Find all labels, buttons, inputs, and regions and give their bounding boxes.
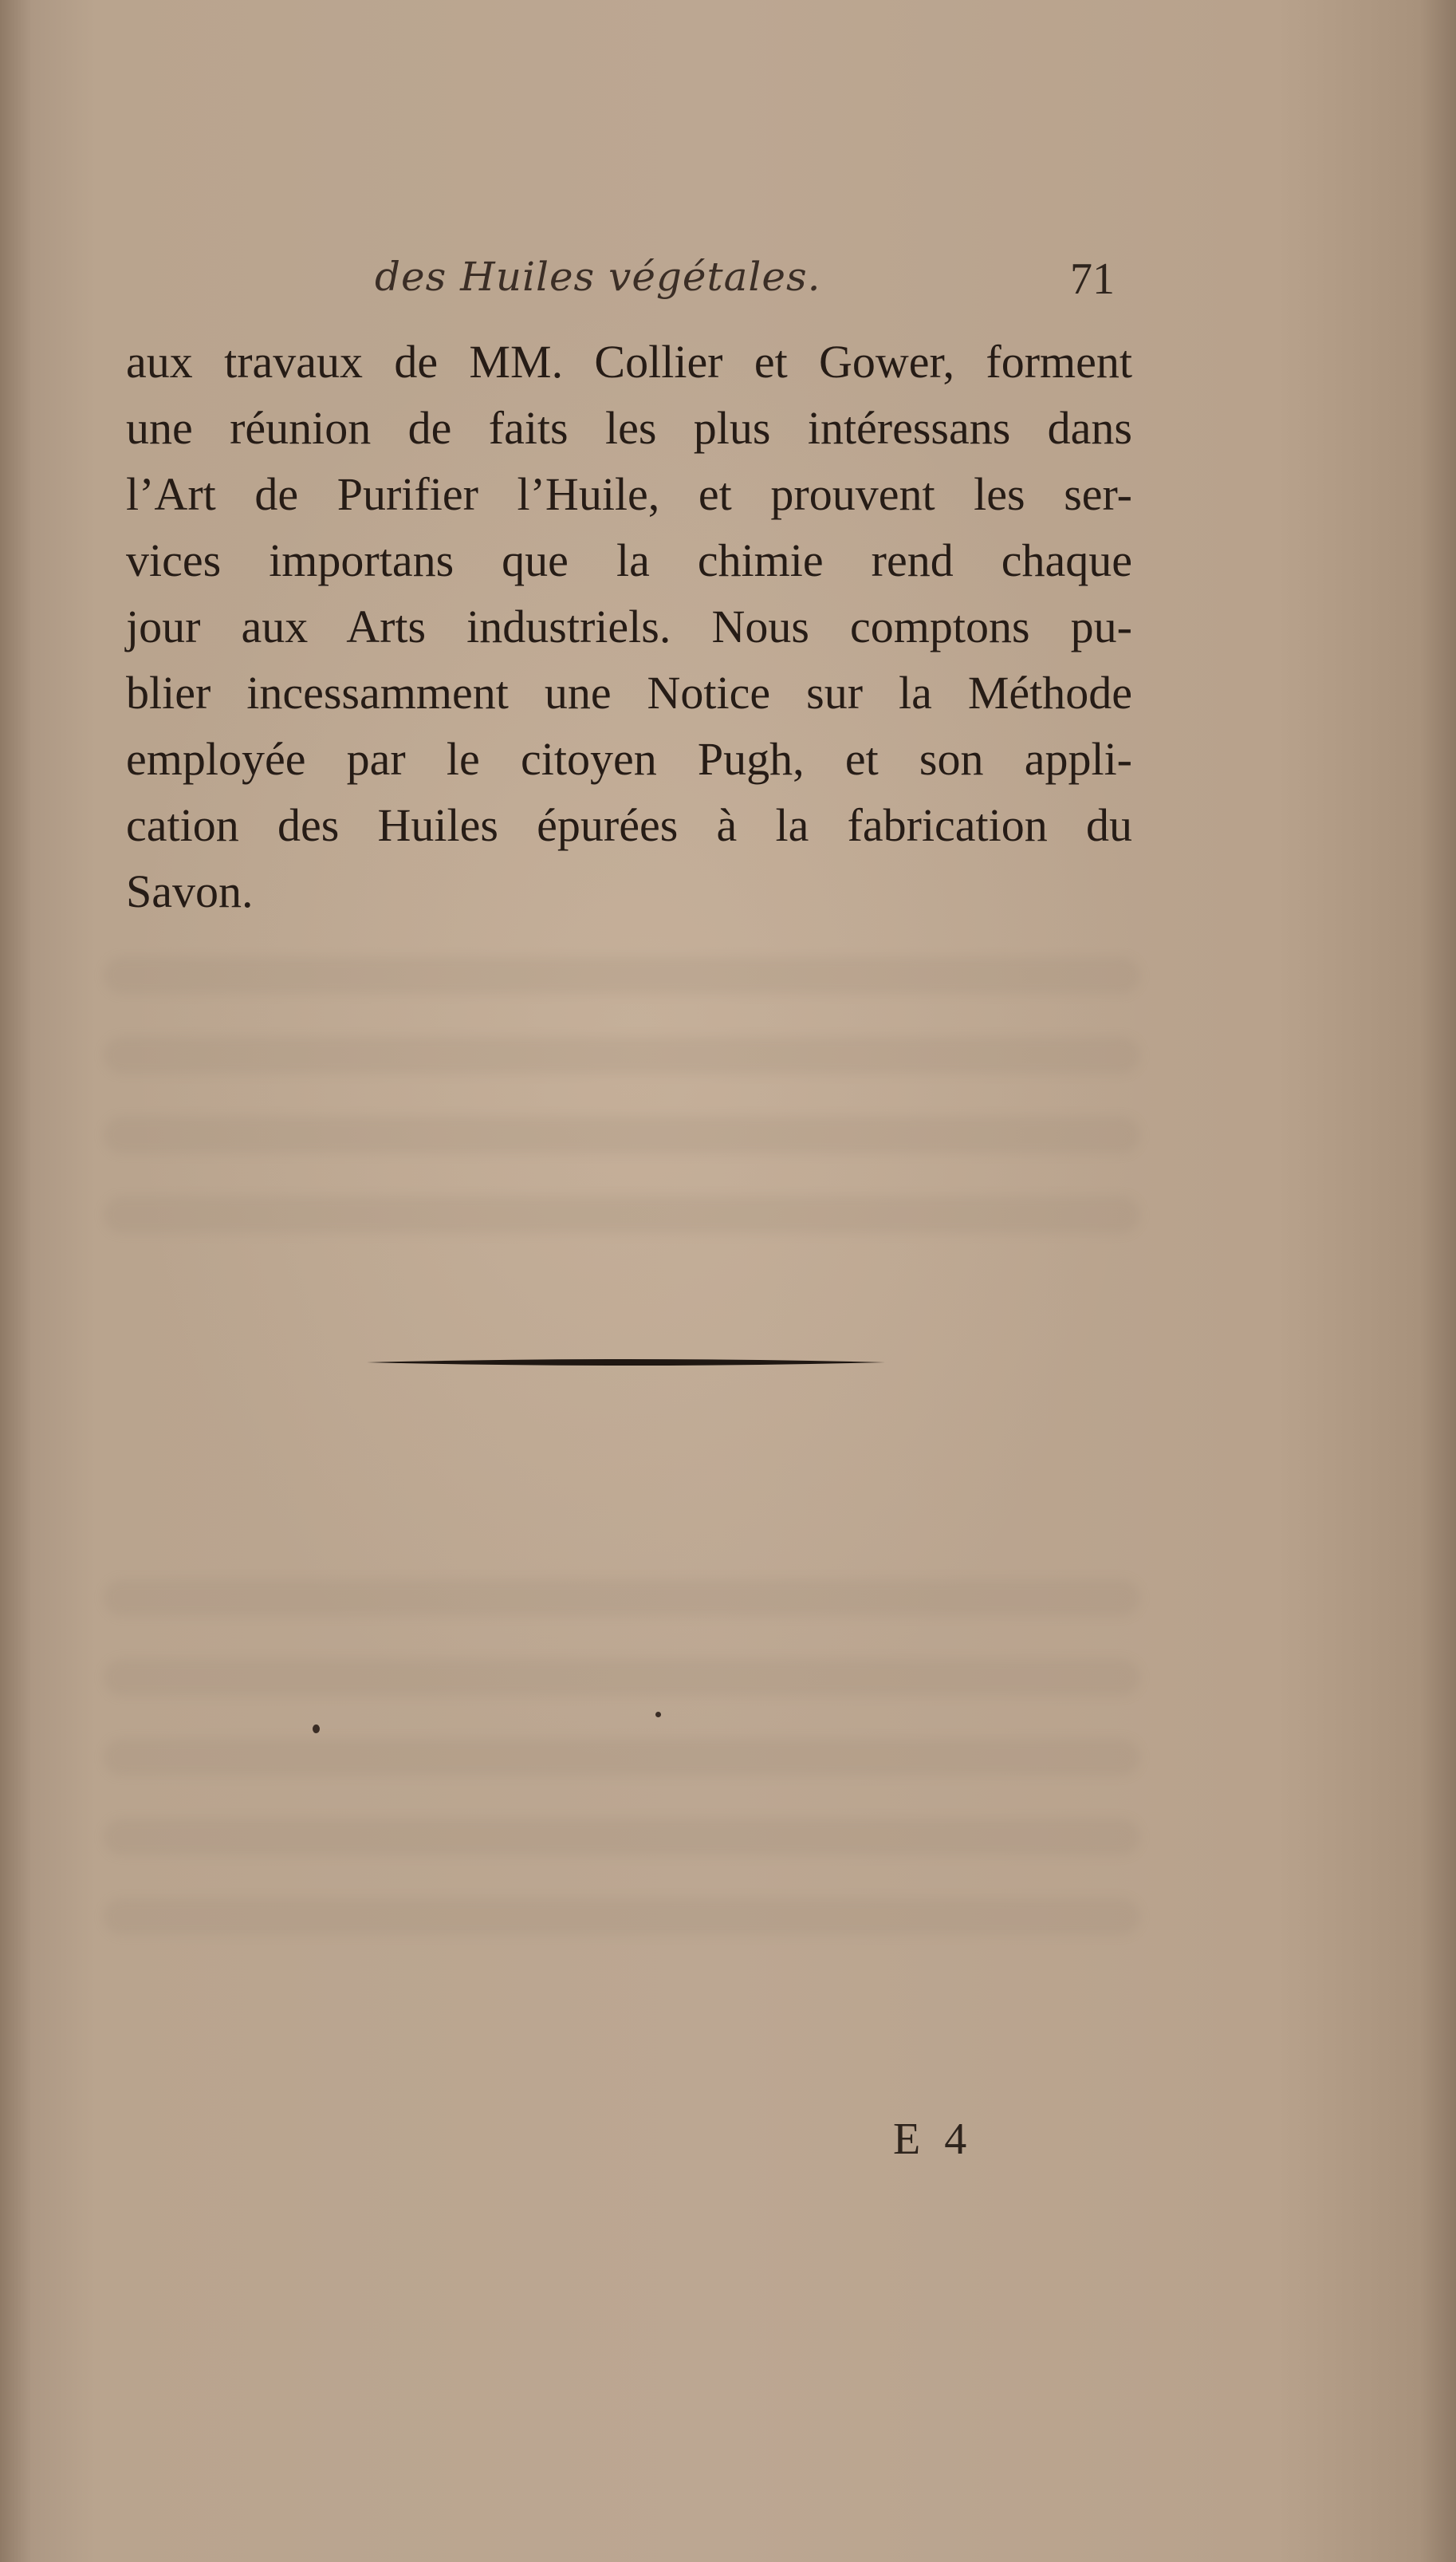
text-line: blier incessamment une Notice sur la Méthode [126, 667, 1132, 719]
body-paragraph [126, 329, 1132, 924]
text-line: vices importans que la chimie rend chaque [126, 534, 1132, 586]
show-through-band [104, 1898, 1140, 1935]
show-through-band [104, 1196, 1140, 1233]
signature-mark: E 4 [893, 2115, 974, 2164]
ink-speck [313, 1724, 320, 1733]
text-line: Savon. [126, 865, 254, 917]
page-number: 71 [1070, 254, 1115, 304]
show-through-band [104, 1579, 1140, 1616]
text-line: aux travaux de MM. Collier et Gower, forment [126, 336, 1132, 388]
text-line: employée par le citoyen Pugh, et son appli- [126, 733, 1132, 785]
show-through-band [104, 1117, 1140, 1153]
show-through-band [104, 957, 1140, 994]
text-line: jour aux Arts industriels. Nous comptons pu- [126, 601, 1132, 652]
text-line: l’Art de Purifier l’Huile, et prouvent les ser- [126, 468, 1132, 520]
section-divider-rule [367, 1358, 885, 1367]
ink-speck [655, 1712, 661, 1717]
text-line: cation des Huiles épurées à la fabrication du [126, 799, 1132, 851]
text-line: une réunion de faits les plus intéressans dans [126, 402, 1132, 454]
show-through-band [104, 1037, 1140, 1074]
show-through-band [104, 1819, 1140, 1855]
show-through-band [104, 1739, 1140, 1776]
show-through-band [104, 1659, 1140, 1696]
running-head: des Huiles végétales. [375, 254, 821, 300]
